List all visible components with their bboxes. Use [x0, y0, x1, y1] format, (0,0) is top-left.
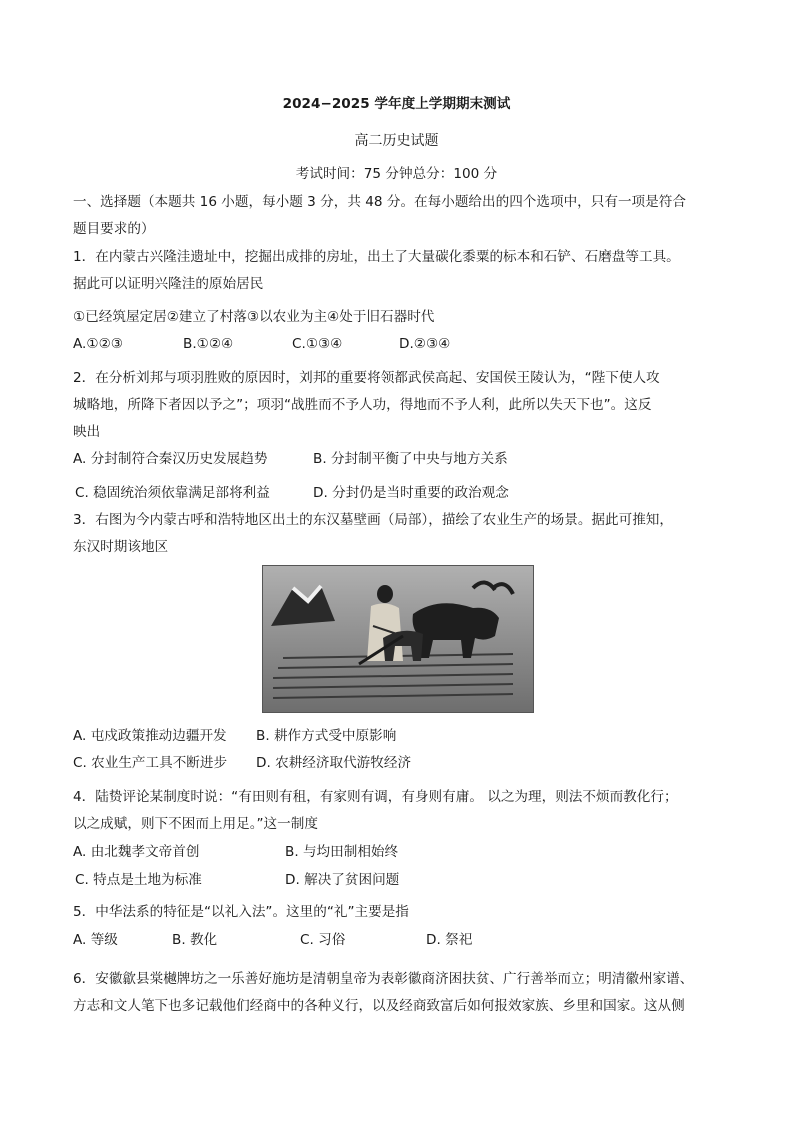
q4-stem-line1: 4．陆贽评论某制度时说：“有田则有租，有家则有调，有身则有庸。 以之为理，则法不烦而教化行；: [73, 789, 678, 805]
exam-info: 考试时间：75 分钟总分：100 分: [295, 166, 498, 182]
q1-option-d: D.②③④: [399, 336, 451, 352]
q3-stem-line2: 东汉时期该地区: [73, 539, 169, 555]
q6-stem-line1: 6．安徽歙县棠樾牌坊之一乐善好施坊是清朝皇帝为表彰徽商济困扶贫、广行善举而立；明清徽州家谱、: [73, 971, 694, 987]
q2-stem-line2: 城略地，所降下者因以予之”；项羽“战胜而不予人功，得地而不予人利，此所以失天下也”。这反: [73, 397, 652, 413]
han-tomb-mural-image: [262, 565, 534, 713]
q6-stem-line2: 方志和文人笔下也多记载他们经商中的各种义行，以及经商致富后如何报效家族、乡里和国家。这从侧: [73, 998, 685, 1014]
q4-option-b: B. 与均田制相始终: [285, 844, 399, 860]
q4-option-d: D. 解决了贫困问题: [285, 872, 400, 888]
q2-stem-line1: 2．在分析刘邦与项羽胜败的原因时，刘邦的重要将领都武侯高起、安国侯王陵认为，“陛下使人攻: [73, 370, 660, 386]
q1-stem-line2: 据此可以证明兴隆洼的原始居民: [73, 276, 264, 292]
q3-option-c: C. 农业生产工具不断进步: [73, 755, 228, 771]
q2-stem-line3: 映出: [73, 424, 101, 440]
q2-option-a: A. 分封制符合秦汉历史发展趋势: [73, 451, 268, 467]
q2-option-d: D. 分封仍是当时重要的政治观念: [313, 485, 509, 501]
section-heading-line2: 题目要求的）: [73, 221, 155, 237]
q5-option-a: A. 等级: [73, 932, 118, 948]
q2-option-c: C. 稳固统治须依靠满足部将利益: [75, 485, 270, 501]
q4-option-a: A. 由北魏孝文帝首创: [73, 844, 200, 860]
q5-option-c: C. 习俗: [300, 932, 346, 948]
exam-subject-title: 高二历史试题: [354, 133, 439, 149]
q2-option-b: B. 分封制平衡了中央与地方关系: [313, 451, 508, 467]
q5-option-b: B. 教化: [172, 932, 218, 948]
q1-option-b: B.①②④: [183, 336, 234, 352]
q3-stem-line1: 3．右图为今内蒙古呼和浩特地区出土的东汉墓壁画（局部），描绘了农业生产的场景。据此可推知，: [73, 512, 673, 528]
q4-stem-line2: 以之成赋，则下不困而上用足。”这一制度: [73, 816, 318, 832]
q1-statements: ①已经筑屋定居②建立了村落③以农业为主④处于旧石器时代: [73, 309, 435, 325]
q3-option-d: D. 农耕经济取代游牧经济: [256, 755, 412, 771]
q1-option-c: C.①③④: [292, 336, 343, 352]
q5-option-d: D. 祭祀: [426, 932, 473, 948]
q3-option-a: A. 屯戍政策推动边疆开发: [73, 728, 227, 744]
exam-year-title: 2024−2025 学年度上学期期末测试: [282, 96, 511, 112]
q1-option-a: A.①②③: [73, 336, 123, 352]
section-heading-line1: 一、选择题（本题共 16 小题，每小题 3 分，共 48 分。在每小题给出的四个选项中，只有一项是符合: [73, 194, 686, 210]
q4-option-c: C. 特点是土地为标准: [75, 872, 202, 888]
q1-stem-line1: 1．在内蒙古兴隆洼遗址中，挖掘出成排的房址，出土了大量碳化黍粟的标本和石铲、石磨盘等工具。: [73, 249, 680, 265]
q5-stem: 5．中华法系的特征是“以礼入法”。这里的“礼”主要是指: [73, 904, 409, 920]
q3-option-b: B. 耕作方式受中原影响: [256, 728, 397, 744]
